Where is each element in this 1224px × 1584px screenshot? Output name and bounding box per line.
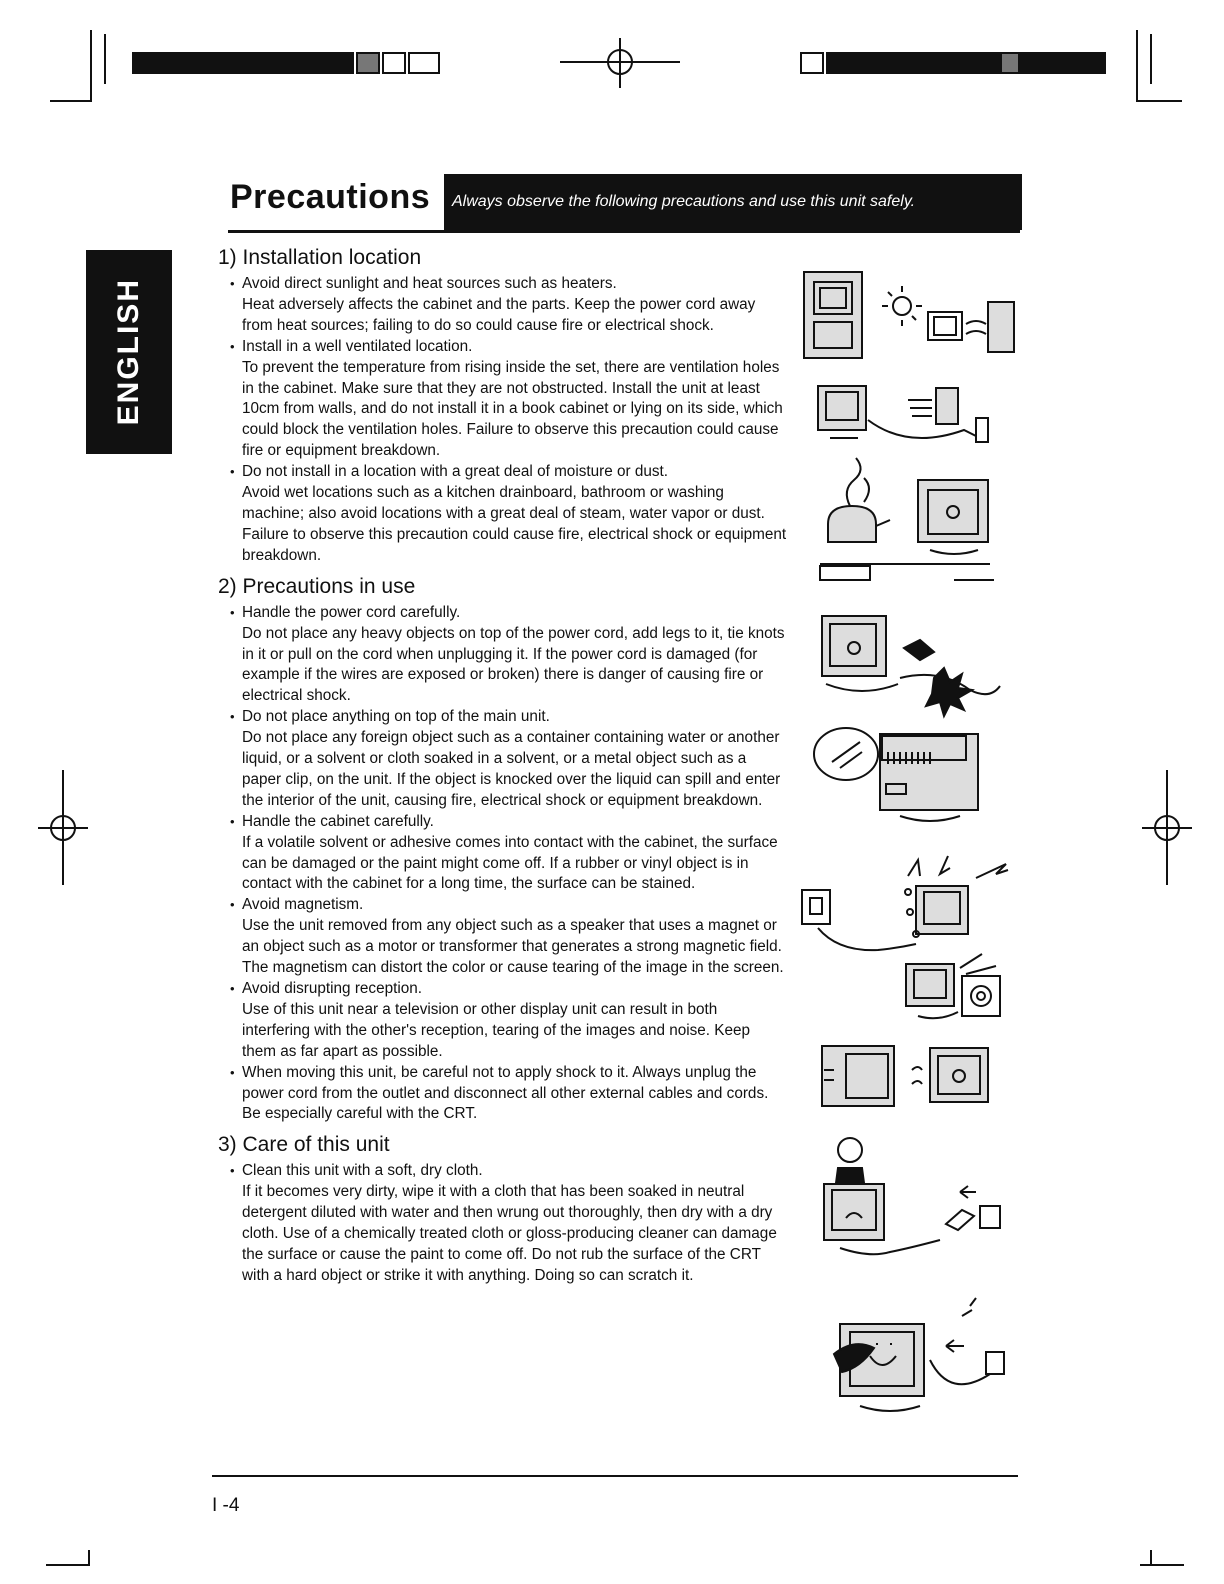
- precaution-item: [232, 979, 788, 1063]
- precaution-item: [232, 707, 788, 812]
- ventilation-illustration: [812, 380, 1002, 452]
- precaution-item: [232, 895, 788, 979]
- precaution-body: Use the unit removed from any object such as a speaker that uses a magnet or an object such as a motor or transformer that generates a strong magnetic field. The magnetism can distort the color or cause tearing of the image in the screen.: [242, 917, 784, 977]
- speaker-magnetism-illustration: [900, 950, 1010, 1030]
- crop-mark: [1140, 1564, 1184, 1566]
- precaution-item: [232, 462, 788, 567]
- power-cord-damage-illustration: [814, 608, 1014, 718]
- precaution-lead: • When moving this unit, be careful not to apply shock to it. Always unplug the power cord from the outlet and disconnect all other external cables and cords. Be especially careful with the CRT.: [242, 1063, 769, 1123]
- crop-mark: [90, 30, 92, 102]
- registration-target: [38, 770, 88, 890]
- registration-target: [1142, 770, 1192, 890]
- precaution-list: [218, 1161, 788, 1286]
- section-precautions-in-use: [218, 575, 788, 1126]
- crop-mark: [1150, 1550, 1152, 1566]
- precaution-body: Use of this unit near a television or other display unit can result in both interfering with the other's reception, tearing of the images and noise. Keep them as far apart as possible.: [242, 1000, 751, 1060]
- precaution-lead: • Clean this unit with a soft, dry cloth.: [242, 1162, 483, 1180]
- moving-unit-illustration: [820, 1132, 1010, 1272]
- tv-interference-illustration: [816, 1040, 1000, 1114]
- crop-mark: [104, 34, 106, 84]
- page-subtitle-banner: [444, 174, 1022, 230]
- section-heading: 1) Installation location: [218, 246, 422, 269]
- precaution-body: Do not place any foreign object such as a container containing water or another liquid, or a solvent or cloth soaked in a solvent, or a metal object such as a paper clip, on the unit. If the object is knocked over the liquid can spill and enter the interior of the unit, causing fire, electrical shock or equipment breakdown.: [242, 729, 781, 809]
- color-bar-cell: [800, 52, 824, 74]
- precaution-item: [232, 603, 788, 708]
- precaution-lead: • Handle the cabinet carefully.: [242, 812, 434, 830]
- language-tab: [86, 250, 172, 454]
- precaution-body: Heat adversely affects the cabinet and the parts. Keep the power cord away from heat sources; failing to do so could cause fire or electrical shock.: [242, 295, 756, 334]
- moisture-steam-illustration: [820, 466, 1010, 584]
- precaution-body: If a volatile solvent or adhesive comes into contact with the cabinet, the surface can be damaged or the paint might come off. If a rubber or vinyl object is in contact with the cabinet for a long time, the surface can be stained.: [242, 833, 778, 893]
- color-bar: [132, 52, 354, 74]
- section-heading: 2) Precautions in use: [218, 574, 416, 598]
- precaution-lead: • Do not place anything on top of the main unit.: [242, 708, 550, 726]
- precaution-lead: • Avoid disrupting reception.: [242, 980, 422, 997]
- precaution-list: [218, 603, 788, 1126]
- precaution-lead: • Avoid direct sunlight and heat sources such as heaters.: [242, 275, 617, 292]
- precaution-lead: • Do not install in a location with a great deal of moisture or dust.: [242, 463, 668, 481]
- section-heading: 3) Care of this unit: [218, 1133, 390, 1157]
- precaution-body: If it becomes very dirty, wipe it with a cloth that has been soaked in neutral detergent diluted with water and then wrung out thoroughly, then dry with a dry cloth. Use of a chemically treated cloth or gloss-producing cleaner can damage the surface or cause the paint to come off. Do not rub the surface of the CRT with a hard object or strike it with anything. Doing so can scratch it.: [242, 1183, 777, 1284]
- crop-mark: [46, 1564, 90, 1566]
- color-bar: [826, 52, 1106, 74]
- cleaning-illustration: [820, 1296, 1010, 1422]
- color-bar-cell: [382, 52, 406, 74]
- crop-mark: [1136, 100, 1182, 102]
- color-bar-cell: [1000, 52, 1020, 74]
- crop-mark: [1136, 30, 1138, 102]
- crop-mark: [88, 1550, 90, 1566]
- crop-mark: [1150, 34, 1152, 84]
- section-care-of-unit: [218, 1133, 788, 1286]
- title-underline: [228, 230, 1020, 233]
- precaution-item: [232, 1161, 788, 1286]
- object-on-unit-illustration: [810, 712, 1000, 832]
- precaution-lead: • Install in a well ventilated location.: [242, 337, 473, 355]
- precaution-list: [218, 274, 788, 567]
- registration-target: [560, 38, 680, 88]
- precaution-item: [232, 812, 788, 896]
- precaution-body: To prevent the temperature from rising inside the set, there are ventilation holes in the cabinet. Make sure that they are not obstructed. Install the unit at least 10cm from walls, and do not install it in a book cabinet or lying on its side, which could block the ventilation holes. Failure to observe this precaution could cause fire or equipment breakdown.: [242, 358, 783, 460]
- section-installation-location: [218, 246, 788, 567]
- precaution-lead: • Avoid magnetism.: [242, 896, 364, 914]
- crop-mark: [50, 100, 92, 102]
- page-number: I -4: [212, 1495, 240, 1516]
- precaution-item: [232, 337, 788, 462]
- precaution-item: [232, 274, 788, 337]
- color-bar-cell: [408, 52, 440, 74]
- language-tab-label: ENGLISH: [112, 278, 145, 426]
- sun-heater-monitor-illustration: [800, 262, 1030, 362]
- precaution-lead: • Handle the power cord carefully.: [242, 603, 461, 621]
- page-subtitle: Always observe the following precautions and use this unit safely.: [452, 193, 916, 210]
- footer-rule: [212, 1475, 1018, 1477]
- precaution-item: [232, 1063, 788, 1126]
- color-bar-cell: [356, 52, 380, 74]
- precautions-content: [218, 246, 788, 1295]
- page-title: Precautions: [230, 178, 431, 216]
- precaution-body: Do not place any heavy objects on top of the power cord, add legs to it, tie knots in it or pull on the cord when unplugging it. If the power cord is damaged (for example if the wires are exposed or broken) there is danger of causing fire or electrical shock.: [242, 624, 785, 705]
- precaution-body: Avoid wet locations such as a kitchen drainboard, bathroom or washing machine; also avoid locations with a great deal of steam, water vapor or dust. Failure to observe this precaution could cause fire, electrical shock or equipment breakdown.: [242, 484, 787, 564]
